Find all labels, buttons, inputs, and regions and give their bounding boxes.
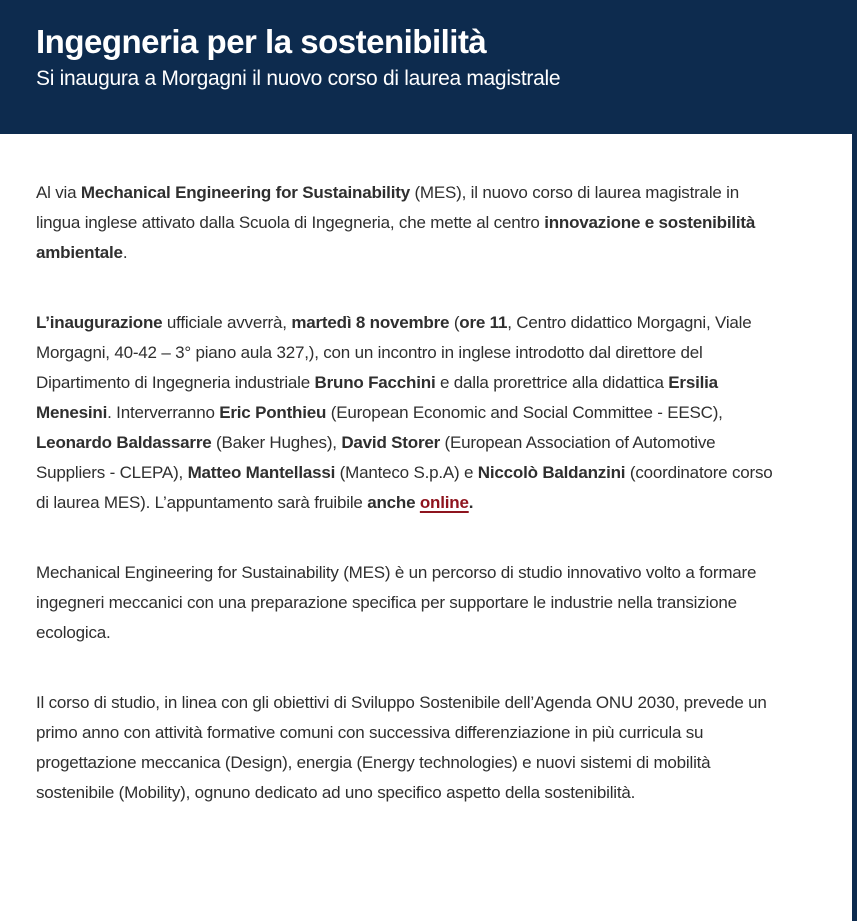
text-span: (Manteco S.p.A) e [335, 463, 478, 482]
bold-text-span: Niccolò Baldanzini [477, 463, 626, 482]
text-span: Al via [36, 183, 81, 202]
online-link[interactable]: online [419, 493, 469, 512]
page-subtitle: Si inaugura a Morgagni il nuovo corso di laurea magistrale [36, 67, 561, 90]
bold-text-span: Matteo Mantellassi [187, 463, 336, 482]
text-span: Il corso di studio, in linea con gli obiettivi di Sviluppo Sostenibile dell’Agenda ONU 2030, prevede un primo anno con attività formative comuni con successiva differenziazione in più curricula su progettazione meccanica (Design), energia (Energy technologies) e nuovi sistemi di mobilità sostenibile (Mobility), ognuno dedicato ad uno specifico aspetto della sostenibilità. [36, 693, 767, 802]
bold-text-span: Ersilia Menesini [36, 373, 718, 422]
right-edge-accent-bar [852, 0, 857, 921]
text-span: ufficiale avverrà, [162, 313, 292, 332]
text-span: (European Economic and Social Committee - EESC), [326, 403, 723, 422]
bold-text-span: Mechanical Engineering for Sustainability [80, 183, 410, 202]
bold-text-span: martedì 8 novembre [291, 313, 450, 332]
bold-text-span: innovazione e sostenibilità ambientale [36, 213, 756, 262]
text-span: , Centro didattico Morgagni, Viale Morgagni, 40-42 – 3° piano aula 327,), con un incontro in inglese introdotto dal direttore del Dipartimento di Ingegneria industriale [36, 313, 752, 392]
article-paragraph-1 [36, 178, 780, 268]
text-span: e dalla prorettrice alla didattica [435, 373, 669, 392]
bold-text-span: L’inaugurazione [36, 313, 163, 332]
page-title: Ingegneria per la sostenibilità [36, 23, 487, 60]
article-paragraph-2 [36, 308, 780, 518]
text-span: . [122, 243, 128, 262]
text-span: (coordinatore corso di laurea MES). L’appuntamento sarà fruibile [36, 463, 773, 512]
bold-text-span: David Storer [341, 433, 441, 452]
text-span: (Baker Hughes), [211, 433, 342, 452]
bold-text-span: anche [367, 493, 420, 512]
bold-text-span: Eric Ponthieu [219, 403, 327, 422]
text-span: Mechanical Engineering for Sustainability (MES) è un percorso di studio innovativo volto a formare ingegneri meccanici con una preparazione specifica per supportare le industrie nella transizione ecologica. [36, 563, 757, 642]
bold-text-span: ore 11 [459, 313, 508, 332]
bold-text-span: Bruno Facchini [314, 373, 436, 392]
text-span: (MES), il nuovo corso di laurea magistrale in lingua inglese attivato dalla Scuola di Ingegneria, che mette al centro [36, 183, 740, 232]
text-span: (European Association of Automotive Suppliers - CLEPA), [36, 433, 716, 482]
article-paragraph-3 [36, 558, 780, 648]
bold-text-span: Leonardo Baldassarre [36, 433, 212, 452]
article-paragraph-4 [36, 688, 780, 808]
text-span: ( [449, 313, 460, 332]
article-body [0, 134, 830, 808]
article-header-banner [0, 0, 857, 134]
text-span: . Interverranno [107, 403, 220, 422]
bold-text-span: . [468, 493, 474, 512]
